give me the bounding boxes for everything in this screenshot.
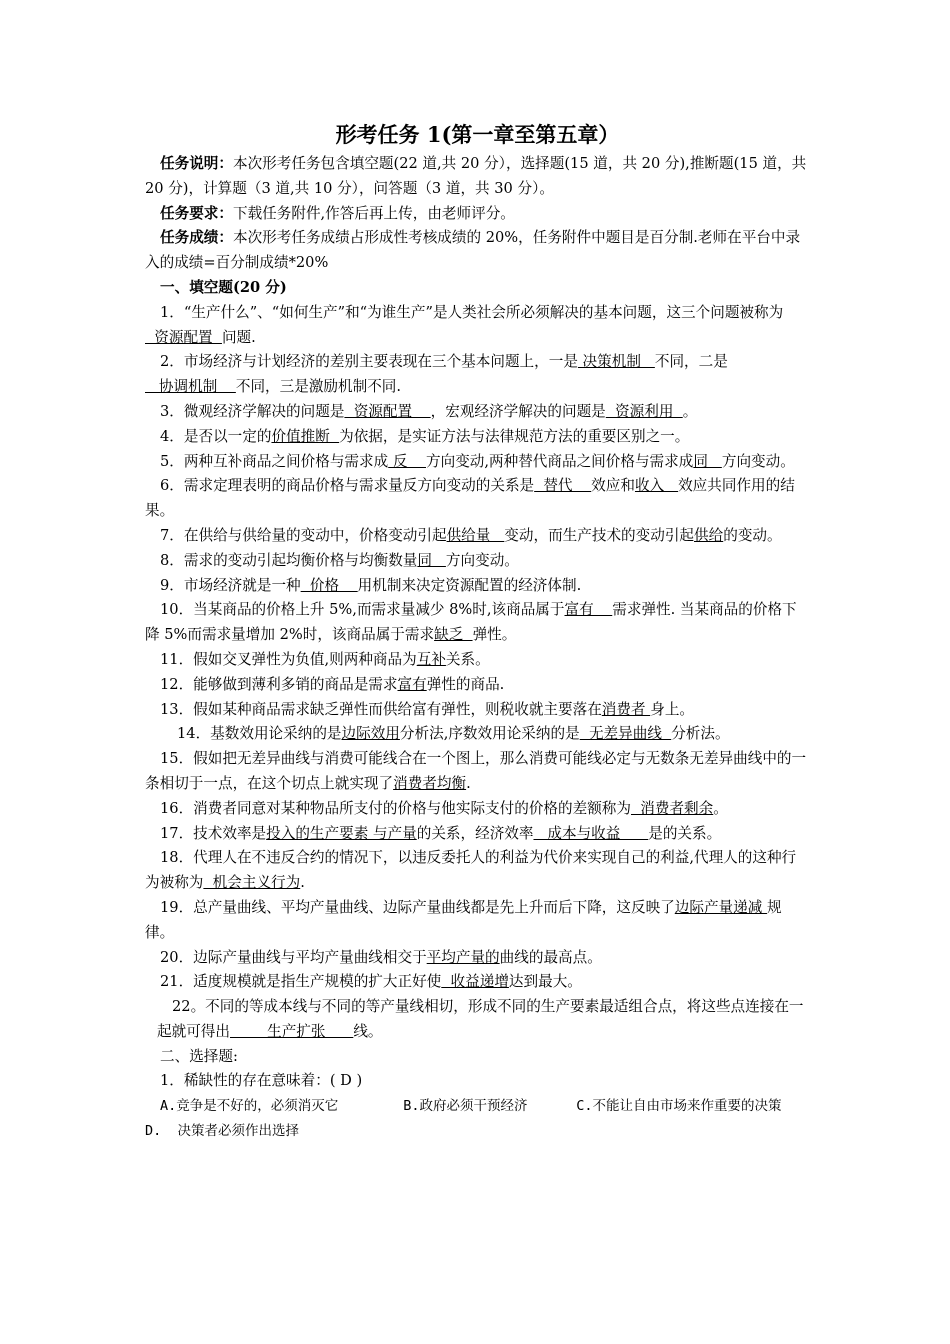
answer-blank: 消费者	[601, 700, 651, 718]
question-7	[145, 524, 810, 549]
text-segment: 达到最大。	[508, 973, 582, 991]
question-1	[145, 301, 810, 351]
text-segment: 7．在供给与供给量的变动中，价格变动引起	[160, 526, 447, 544]
text-segment: 6．需求定理表明的商品价格与需求量反方向变动的关系是	[160, 477, 535, 495]
text-segment: 分析法。	[671, 725, 730, 743]
answer-blank: 富有	[564, 601, 613, 619]
text-segment: 任务成绩：	[160, 229, 233, 247]
question-5	[145, 450, 810, 475]
text-segment: 用机制来决定资源配置的经济体制.	[357, 576, 582, 594]
question-11	[145, 648, 810, 673]
question-14	[145, 722, 810, 747]
text-segment: 不同，二是	[654, 353, 728, 371]
text-segment: 22。不同的等成本线与不同的等产量线相切，形成不同的生产要素最适组合点，将这些点连接在一起就可得出	[157, 998, 804, 1040]
answer-blank: 生产扩张	[229, 1022, 354, 1040]
answer-blank: 投入的生产要素 与产量	[266, 824, 417, 842]
text-segment: 21．适度规模就是指生产规模的扩大正好使	[160, 973, 442, 991]
text-segment: 不同，三是激励机制不同.	[235, 378, 402, 396]
text-segment: 关系。	[445, 650, 490, 668]
section-heading-fill-blank: 一、填空题(20 分)	[160, 278, 287, 296]
text-segment: 分析法,序数效用论采纳的是	[399, 725, 580, 743]
answer-blank: 互补	[416, 650, 446, 668]
text-segment: 14．基数效用论采纳的是	[177, 725, 342, 743]
answer-blank: 消费者剩余	[630, 799, 714, 817]
text-segment: 效应共同作用的结果。	[145, 477, 795, 520]
text-segment: 问题.	[221, 328, 256, 346]
text-segment: 本次形考任务包含填空题(22 道,共 20 分），选择题(15 道，共 20 分),推断题(15 道，共 20 分)，计算题（3 道,共 10 分），问答题（3 道，共 30 分）。	[145, 155, 807, 197]
page-title: 形考任务 1(第一章至第五章）	[335, 122, 620, 147]
answer-blank: 富有	[397, 675, 427, 693]
text-segment: 曲线的最高点。	[499, 948, 602, 966]
text-segment: 4．是否以一定的	[160, 427, 272, 445]
question-21	[145, 970, 810, 995]
question-18	[145, 846, 810, 896]
text-segment: 9．市场经济就是一种	[160, 576, 301, 594]
answer-blank: 边际效用	[341, 725, 400, 743]
section-heading-multiple-choice: 二、选择题:	[160, 1047, 238, 1065]
answer-blank: 边际产量递减	[674, 898, 767, 916]
question-20	[145, 946, 810, 971]
text-segment: 。	[713, 799, 728, 817]
text-segment: 弹性。	[472, 626, 517, 644]
question-9	[145, 574, 810, 599]
answer-blank: 成本与收益	[533, 824, 649, 842]
text-segment: 规律。	[145, 898, 782, 941]
text-segment: 13．假如某种商品需求缺乏弹性而供给富有弹性，则税收就主要落在	[160, 700, 602, 718]
question-10	[145, 598, 810, 648]
text-segment: 方向变动。	[721, 452, 795, 470]
document-page	[145, 120, 855, 1144]
text-segment: 19．总产量曲线、平均产量曲线、边际产量曲线都是先上升而后下降，这反映了	[160, 898, 675, 916]
question-4	[145, 425, 810, 450]
answer-blank: 收益递增	[441, 973, 509, 991]
text-segment: 任务要求：	[160, 204, 233, 222]
text-segment: 17．技术效率是	[160, 824, 267, 842]
text-segment: 10．当某商品的价格上升 5%,而需求量减少 8%时,该商品属于	[160, 601, 565, 619]
question-22	[145, 995, 810, 1045]
text-segment: 5．两种互补商品之间价格与需求成	[160, 452, 389, 470]
answer-blank: 反	[388, 452, 426, 470]
text-segment: 线。	[353, 1022, 383, 1040]
text-segment: 方向变动,两种替代商品之间价格与需求成	[426, 452, 694, 470]
text-segment: 1．“生产什么”、“如何生产”和“为谁生产”是人类社会所必须解决的基本问题，这三个问题被称为	[160, 303, 784, 321]
answer-blank: 消费者均衡	[393, 774, 467, 792]
text-segment: .	[466, 774, 471, 792]
text-segment: 16．消费者同意对某种物品所支付的价格与他实际支付的价格的差额称为	[160, 799, 631, 817]
question-17	[145, 822, 810, 847]
text-segment: 。	[682, 402, 698, 420]
answer-blank: 供给	[694, 526, 724, 544]
text-segment: 身上。	[650, 700, 695, 718]
answer-blank: 无差异曲线	[579, 725, 672, 743]
text-segment: 任务说明：	[160, 155, 233, 172]
answer-blank: 收入	[634, 477, 679, 495]
text-segment: 本次形考任务成绩占形成性考核成绩的 20%，任务附件中题目是百分制.老师在平台中录入的成绩=百分制成绩*20%	[145, 229, 801, 272]
text-segment: 18．代理人在不违反合约的情况下，以违反委托人的利益为代价来实现自己的利益,代理人的这种行为被称为	[145, 849, 797, 892]
answer-blank: 同	[693, 452, 722, 470]
answer-blank: 供给量	[446, 526, 505, 544]
text-segment: 弹性的商品.	[426, 675, 505, 693]
text-segment: 方向变动。	[445, 551, 519, 569]
text-segment: 20．边际产量曲线与平均产量曲线相交于	[160, 948, 427, 966]
text-segment: 的关系，经济效率	[416, 824, 534, 842]
question-13	[145, 698, 810, 723]
text-segment: 效应和	[591, 477, 635, 495]
question-6	[145, 474, 810, 524]
text-segment: 15．假如把无差异曲线与消费可能线合在一个图上，那么消费可能线必定与无数条无差异曲线中的一条相切于一点，在这个切点上就实现了	[145, 750, 807, 792]
text-segment: 的变动。	[723, 526, 782, 544]
text-segment: ，宏观经济学解决的问题是	[430, 402, 606, 420]
question-8	[145, 549, 810, 574]
task-score	[145, 226, 810, 276]
answer-blank: 资源配置	[145, 328, 222, 346]
answer-blank: 资源利用	[605, 402, 683, 420]
question-19	[145, 896, 810, 946]
question-15	[145, 747, 810, 797]
text-segment: .	[300, 874, 305, 892]
answer-blank: 协调机制	[145, 378, 236, 396]
text-segment: 为依据，是实证方法与法律规范方法的重要区别之一。	[339, 427, 690, 445]
answer-blank: 价值推断	[271, 427, 340, 445]
text-segment: 11．假如交叉弹性为负值,则两种商品为	[160, 650, 417, 668]
answer-blank: 价格	[300, 576, 358, 594]
question-3	[145, 400, 810, 425]
question-2	[145, 350, 810, 400]
question-16	[145, 797, 810, 822]
mc-question-1-stem: 1．稀缺性的存在意味着：( D )	[160, 1072, 363, 1090]
task-requirement	[145, 202, 810, 227]
answer-blank: 替代	[534, 477, 592, 495]
answer-blank: 机会主义行为	[203, 874, 301, 892]
mc-question-1-options: A.竞争是不好的，必须消灭它 B.政府必须干预经济 C.不能让自由市场来作重要的决策 D. 决策者必须作出选择	[145, 1098, 855, 1140]
text-segment: 2．市场经济与计划经济的差别主要表现在三个基本问题上，一是	[160, 353, 578, 371]
text-segment: 下载任务附件,作答后再上传，由老师评分。	[232, 204, 515, 222]
task-description	[145, 152, 810, 202]
answer-blank: 决策机制	[577, 353, 655, 371]
question-12	[145, 673, 810, 698]
text-segment: 是的关系。	[648, 824, 722, 842]
text-segment: 3．微观经济学解决的问题是	[160, 402, 345, 420]
text-segment: 变动，而生产技术的变动引起	[504, 526, 695, 544]
answer-blank: 缺乏	[434, 626, 473, 644]
text-segment: 8．需求的变动引起均衡价格与均衡数量	[160, 551, 418, 569]
answer-blank: 同	[417, 551, 446, 569]
text-segment: 需求弹性. 当某商品的价格下降 5%而需求量增加 2%时，该商品属于需求	[145, 601, 797, 644]
answer-blank: 平均产量的	[426, 948, 500, 966]
text-segment: 12．能够做到薄利多销的商品是需求	[160, 675, 398, 693]
answer-blank: 资源配置	[344, 402, 431, 420]
